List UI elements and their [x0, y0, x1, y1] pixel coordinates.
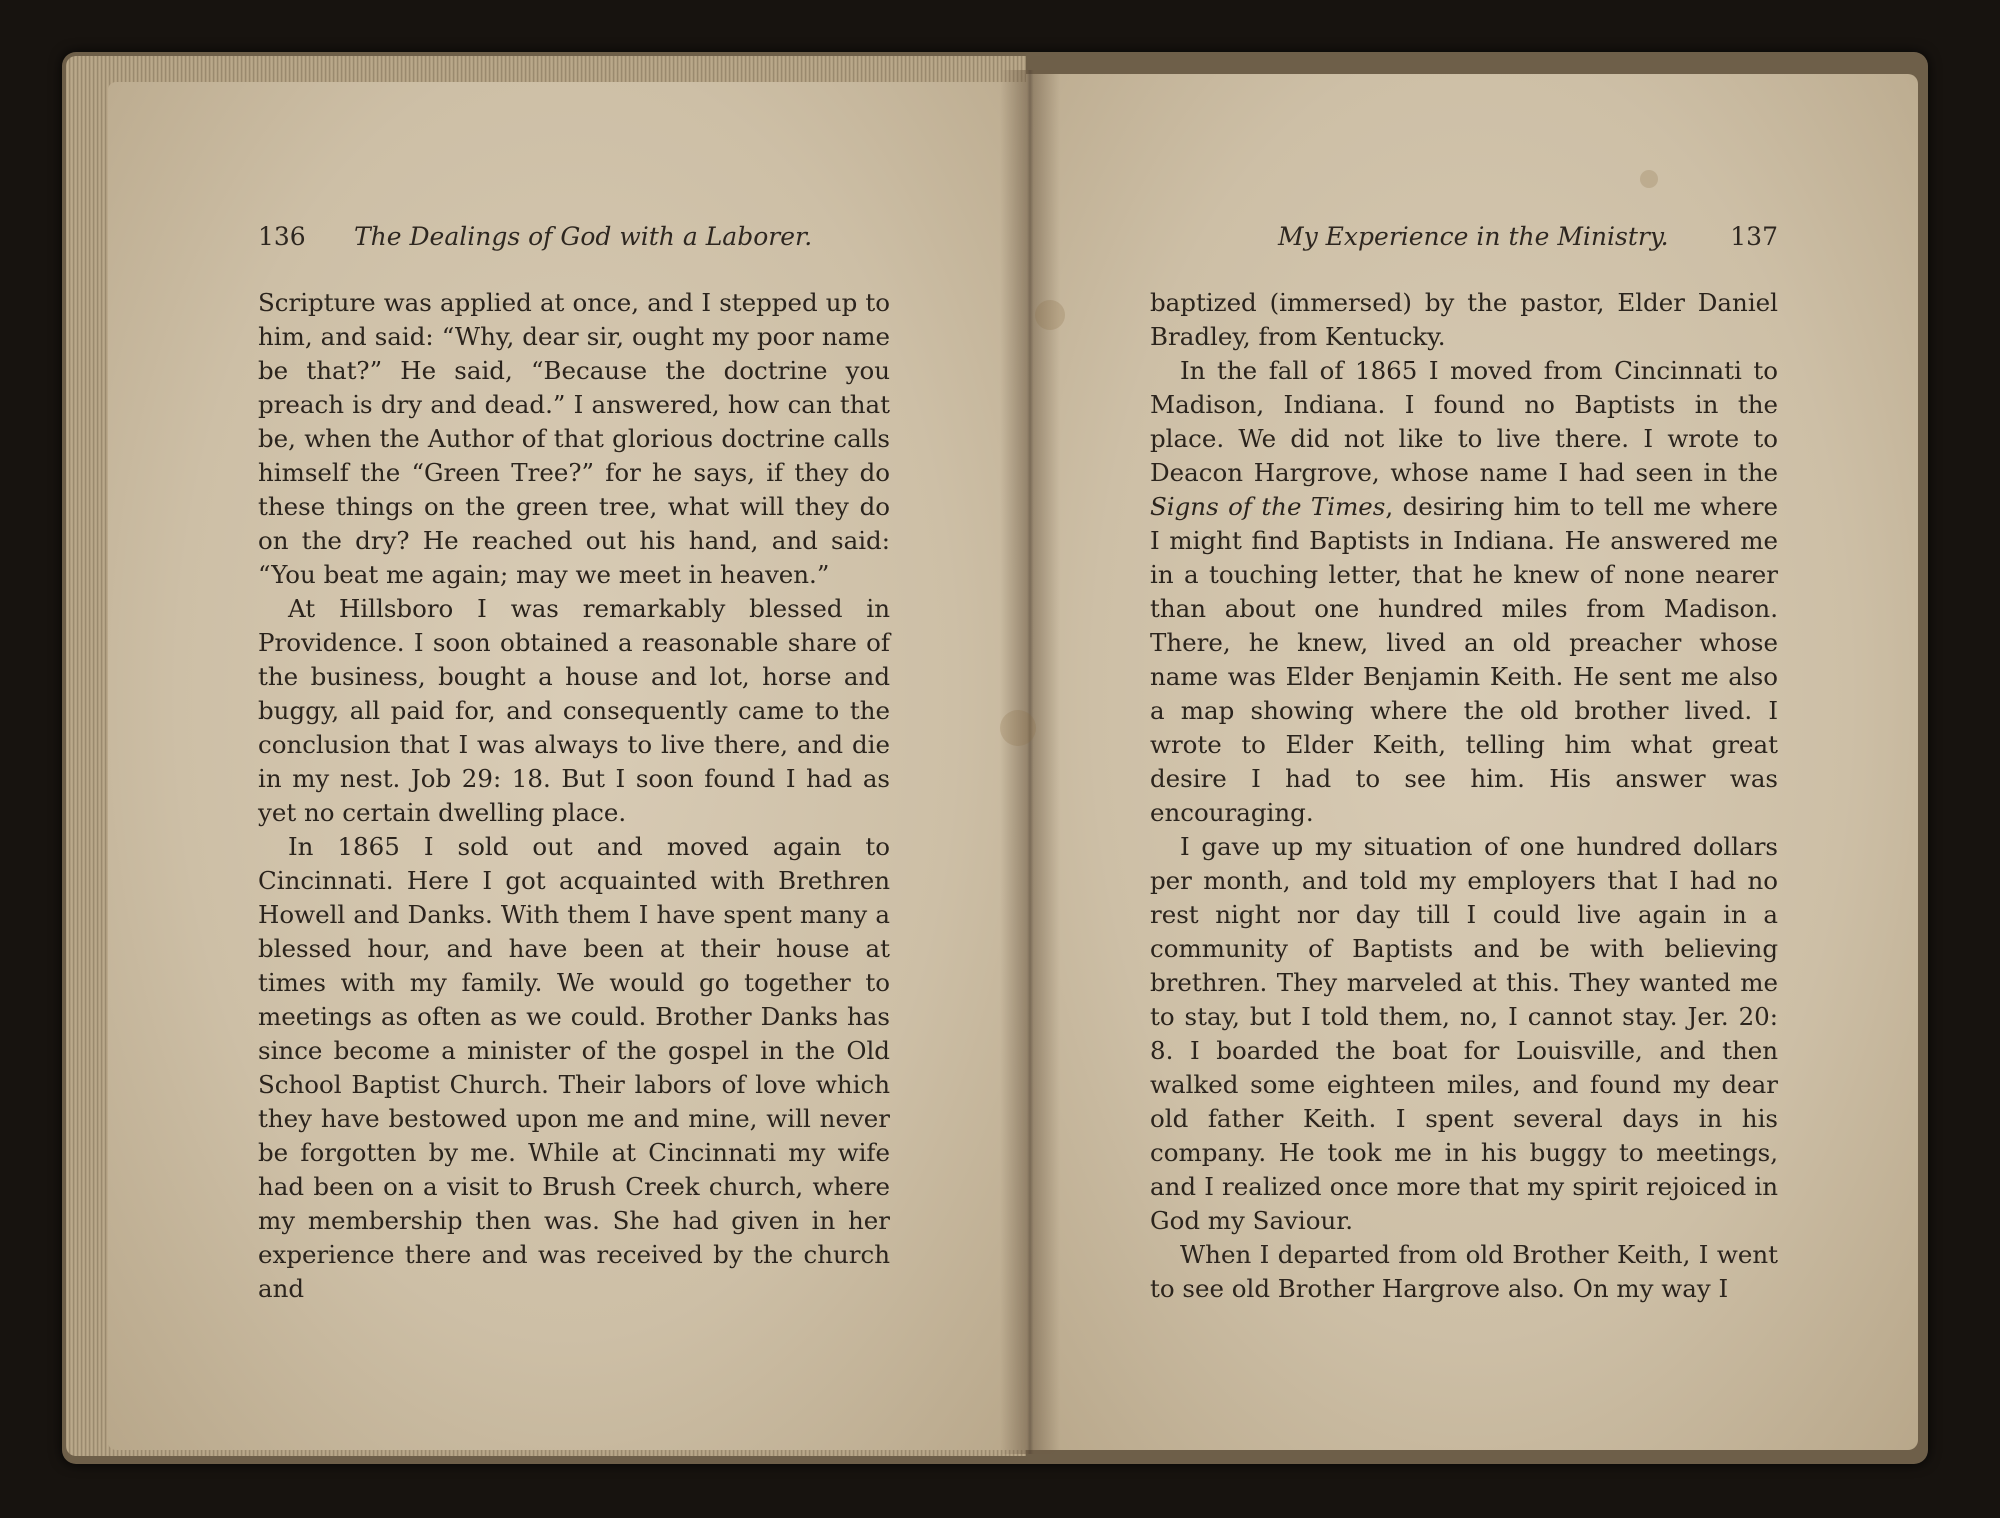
periodical-title: Signs of the Times [1150, 492, 1386, 521]
running-title: My Experience in the Ministry. [1278, 222, 1669, 251]
paragraph: baptized (immersed) by the pastor, Elder Daniel Bradley, from Kentucky. [1150, 288, 1778, 351]
page-number: 137 [1730, 222, 1778, 251]
book-gutter [1000, 70, 1060, 1454]
paragraph: At Hillsboro I was remarkably blessed in Providence. I soon obtained a reasonable share of the business, bought a house and lot, horse and buggy, all paid for, and consequently came to the conclusion that I was always to live there, and die in my nest. Job 29: 18. But I soon found I had as yet no certain dwelling place. [258, 594, 890, 827]
paragraph: I gave up my situation of one hundred dollars per month, and told my employers that I had no rest night nor day till I could live again in a community of Baptists and be with believing brethren. They marveled at this. They wanted me to stay, but I told them, no, I cannot stay. Jer. 20: 8. I boarded the boat for Louisville, and then walked some eighteen miles, and found my dear old father Keith. I spent several days in his company. He took me in his buggy to meetings, and I realized once more that my spirit rejoiced in God my Saviour. [1150, 832, 1778, 1235]
running-title: The Dealings of God with a Laborer. [354, 222, 813, 251]
paper-stain [1640, 170, 1658, 188]
right-page-text [1150, 286, 1778, 1306]
paragraph: In 1865 I sold out and moved again to Cincinnati. Here I got acquainted with Brethren Howell and Danks. With them I have spent many a blessed hour, and have been at their house at times with my family. We would go together to meetings as often as we could. Brother Danks has since become a minister of the gospel in the Old School Baptist Church. Their labors of love which they have bestowed upon me and mine, will never be forgotten by me. While at Cincinnati my wife had been on a visit to Brush Creek church, where my membership then was. She had given in her experience there and was received by the church and [258, 832, 890, 1303]
paragraph: Scripture was applied at once, and I stepped up to him, and said: “Why, dear sir, ought my poor name be that?” He said, “Because the doctrine you preach is dry and dead.” I answered, how can that be, when the Author of that glorious doctrine calls himself the “Green Tree?” for he says, if they do these things on the green tree, what will they do on the dry? He reached out his hand, and said: “You beat me again; may we meet in heaven.” [258, 288, 890, 589]
paragraph-text: , desiring him to tell me where I might find Baptists in Indiana. He answered me in a touching letter, that he knew of none nearer than about one hundred miles from Madison. There, he knew, lived an old preacher whose name was Elder Benjamin Keith. He sent me also a map showing where the old brother lived. I wrote to Elder Keith, telling him what great desire I had to see him. His answer was encouraging. [1150, 492, 1778, 827]
left-page-header [258, 222, 898, 262]
paper-stain [1035, 300, 1065, 330]
paragraph: When I departed from old Brother Keith, I went to see old Brother Hargrove also. On my way I [1150, 1240, 1778, 1303]
right-page-header [1150, 222, 1778, 262]
left-page-text [258, 286, 890, 1306]
paragraph-text: In the fall of 1865 I moved from Cincinnati to Madison, Indiana. I found no Baptists in the place. We did not like to live there. I wrote to Deacon Hargrove, whose name I had seen in the [1150, 356, 1778, 487]
paper-stain [1000, 710, 1036, 746]
page-number: 136 [258, 222, 306, 251]
paragraph [1150, 354, 1778, 830]
